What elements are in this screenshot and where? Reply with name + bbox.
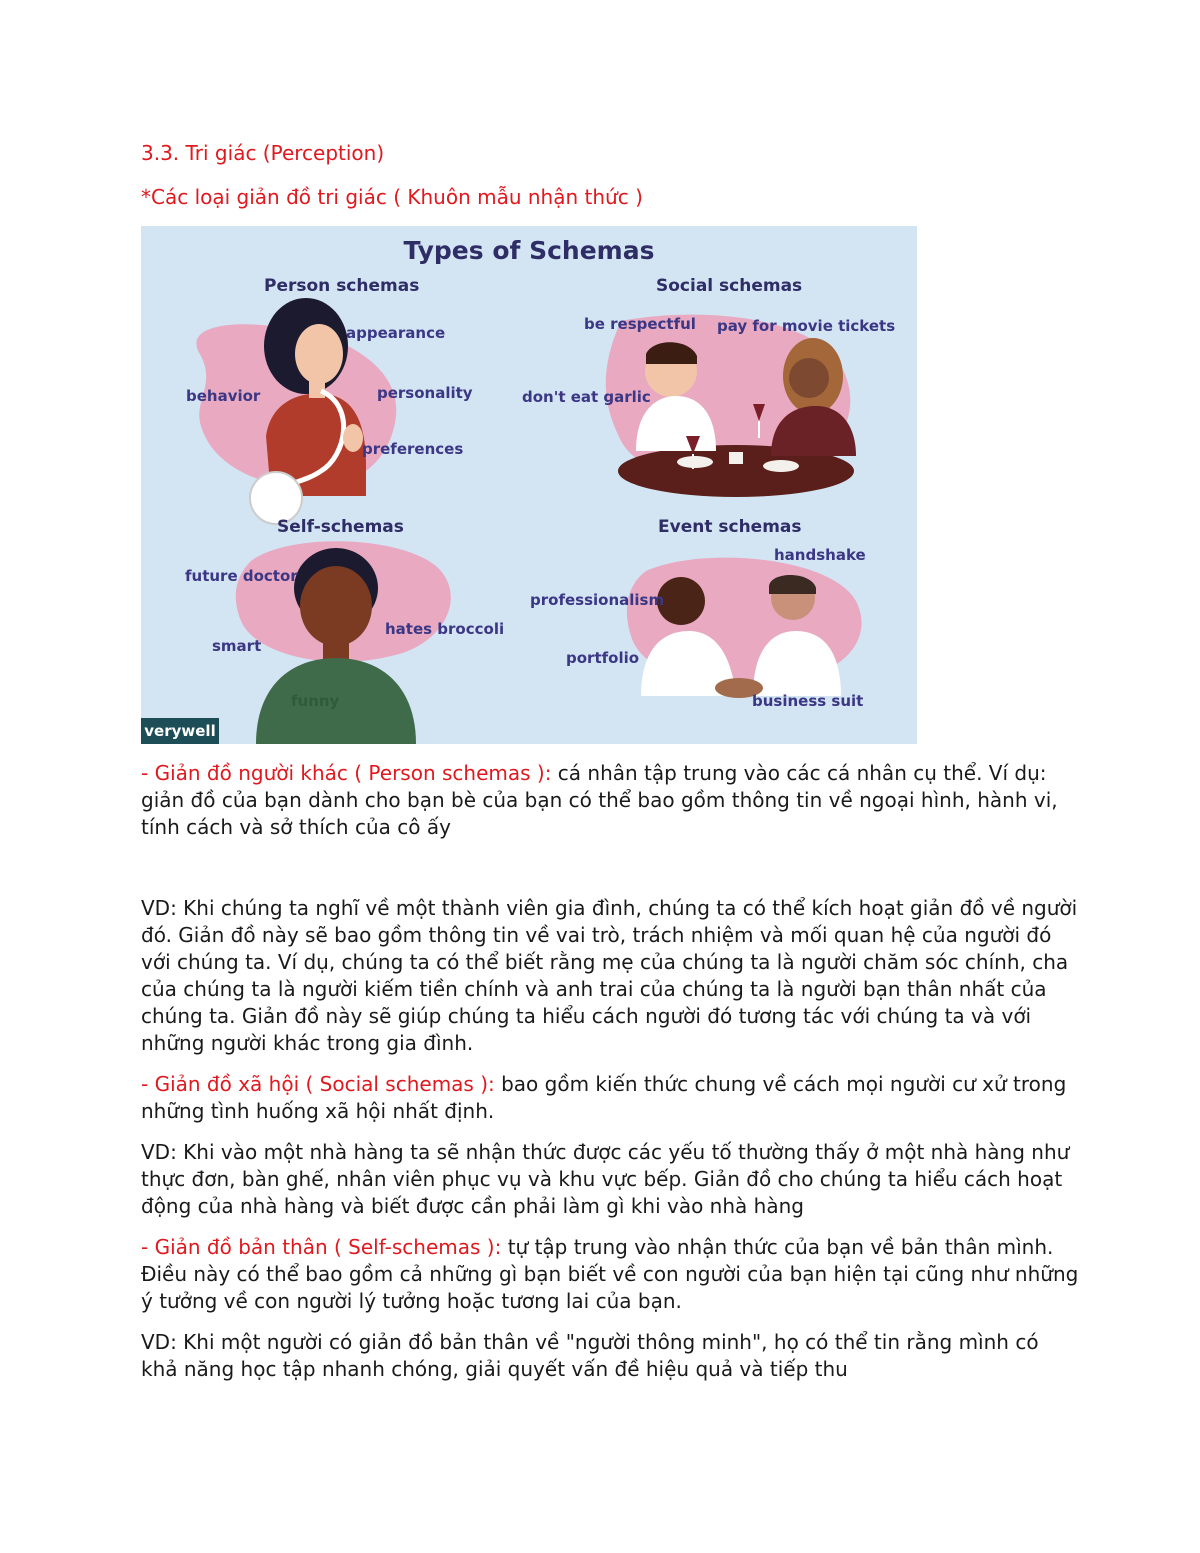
label-personality: personality [377,384,473,402]
person-schemas-paragraph [141,760,1081,841]
social-schemas-term: - Giản đồ xã hội ( Social schemas ): [141,1072,495,1096]
label-smart: smart [212,637,262,655]
section-heading: 3.3. Tri giác (Perception) [141,141,385,165]
person-schemas-term: - Giản đồ người khác ( Person schemas ): [141,761,552,785]
label-hates-broccoli: hates broccoli [385,620,505,638]
section-subheading: *Các loại giản đồ tri giác ( Khuôn mẫu nhận thức ) [141,185,643,209]
self-schemas-definition: tự tập trung vào nhận thức của bạn về bản thân mình. Điều này có thể bao gồm cả những gì bạn biết về con người của bạn hiện tại cũng như những ý tưởng về con người lý tưởng hoặc tương lai của bạn. [141,1235,1079,1313]
verywell-logo: verywell [141,718,219,744]
label-professionalism: professionalism [530,591,665,609]
document-page [141,138,1081,1397]
person-schemas-title: Person schemas [264,276,420,296]
infographic-illustrations [141,226,917,744]
label-portfolio: portfolio [566,649,640,667]
label-dont-eat-garlic: don't eat garlic [522,388,651,406]
social-schemas-example: VD: Khi vào một nhà hàng ta sẽ nhận thức được các yếu tố thường thấy ở một nhà hàng như thực đơn, bàn ghế, nhân viên phục vụ và khu vực bếp. Giản đồ cho chúng ta hiểu cách hoạt động của nhà hàng và biết được cần phải làm gì khi vào nhà hàng [141,1140,1070,1218]
label-funny: funny [291,692,340,710]
label-appearance: appearance [346,324,446,342]
social-schemas-paragraph [141,1071,1081,1125]
person-schemas-definition: cá nhân tập trung vào các cá nhân cụ thể. Ví dụ: giản đồ của bạn dành cho bạn bè của bạn có thể bao gồm thông tin về ngoại hình, hành vi, tính cách và sở thích của cô ấy [141,761,1058,839]
self-schemas-example: VD: Khi một người có giản đồ bản thân về "người thông minh", họ có thể tin rằng mình có khả năng học tập nhanh chóng, giải quyết vấn đề hiệu quả và tiếp thu [141,1330,1039,1381]
label-business-suit: business suit [752,692,864,710]
infographic-title: Types of Schemas [403,236,655,265]
label-behavior: behavior [186,387,261,405]
label-preferences: preferences [362,440,464,458]
social-schemas-definition: bao gồm kiến thức chung về cách mọi người cư xử trong những tình huống xã hội nhất định. [141,1072,1067,1123]
self-schemas-paragraph [141,1234,1081,1315]
label-future-doctor: future doctor [185,567,298,585]
label-pay-for-movie-tickets: pay for movie tickets [717,317,896,335]
schemas-infographic [141,226,917,744]
person-schemas-example: VD: Khi chúng ta nghĩ về một thành viên gia đình, chúng ta có thể kích hoạt giản đồ về người đó. Giản đồ này sẽ bao gồm thông tin về vai trò, trách nhiệm và mối quan hệ của người đó với chúng ta. Ví dụ, chúng ta có thể biết rằng mẹ của chúng ta là người chăm sóc chính, cha của chúng ta là người kiếm tiền chính và anh trai của chúng ta là người bạn thân nhất của chúng ta. Giản đồ này sẽ giúp chúng ta hiểu cách người đó tương tác với chúng ta và với những người khác trong gia đình. [141,896,1078,1055]
self-schemas-title: Self-schemas [277,517,404,537]
label-be-respectful: be respectful [584,315,696,333]
label-handshake: handshake [774,546,866,564]
social-schemas-title: Social schemas [656,276,803,296]
event-schemas-title: Event schemas [658,517,802,537]
self-schemas-term: - Giản đồ bản thân ( Self-schemas ): [141,1235,502,1259]
paragraph-gap [141,855,1081,895]
